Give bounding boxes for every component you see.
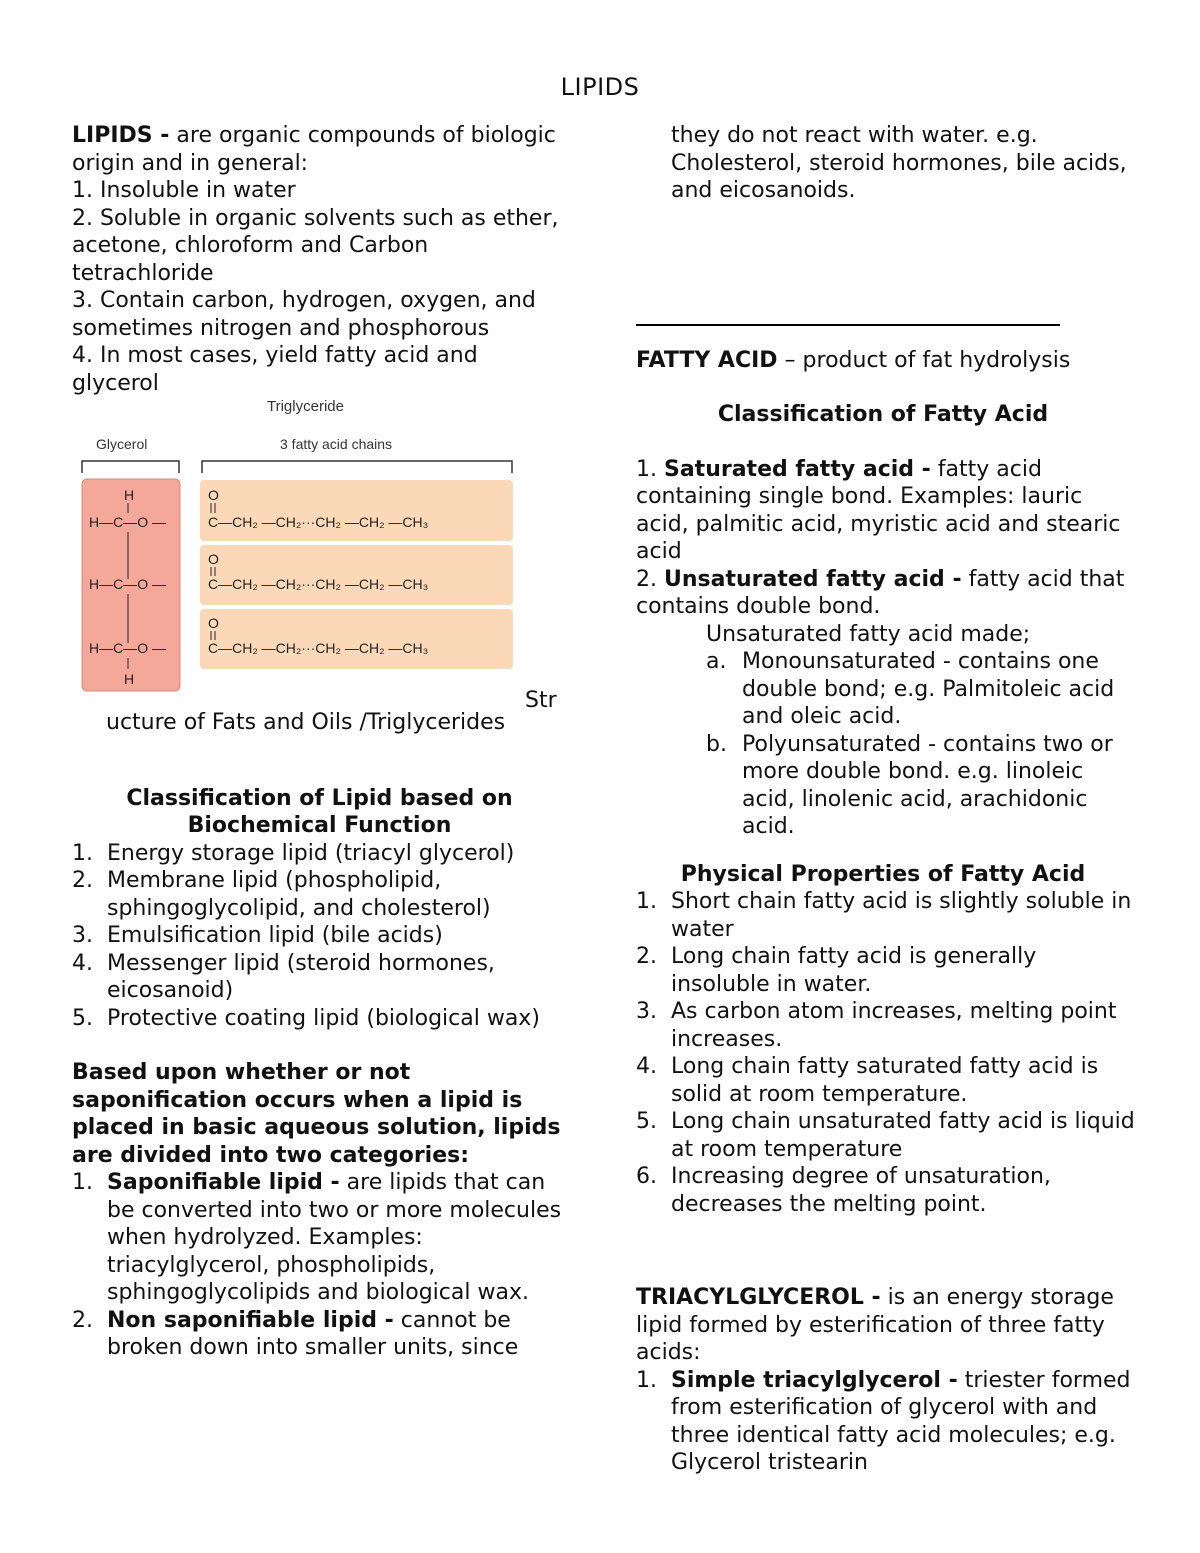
unsaturated-item: 2. Unsaturated fatty acid - fatty acid that contains double bond. [636,566,1125,619]
chain-formula-2: C—CH₂ —CH₂···CH₂ —CH₂ —CH₃ [208,576,429,592]
physical-heading: Physical Properties of Fatty Acid [680,861,1086,887]
lipids-term: LIPIDS - [72,123,170,148]
left-column [72,122,567,1362]
list-item: 2. Long chain fatty acid is generally insoluble in water. [636,944,1037,997]
hco-1: H—C—O — [89,514,166,530]
lipids-definition: LIPIDS - are organic compounds of biologic origin and in general: [72,123,556,176]
lipid-property: 4. In most cases, yield fatty acid and glycerol [72,343,478,396]
lipid-property: 3. Contain carbon, hydrogen, oxygen, and sometimes nitrogen and phosphorous [72,288,536,341]
list-item: 1. Short chain fatty acid is slightly soluble in water [636,889,1132,942]
list-item: 5. Long chain unsaturated fatty acid is liquid at room temperature [636,1109,1135,1162]
fatty-acid-definition: FATTY ACID – product of fat hydrolysis [636,347,1071,373]
page-title: LIPIDS [560,73,640,101]
figure-caption-start: Str [525,688,557,713]
lipid-property: 1. Insoluble in water [72,178,296,203]
atom-h-top: H [124,487,135,503]
atom-o-1: O [208,487,219,503]
figure-caption: ucture of Fats and Oils /Triglycerides [106,710,506,735]
list-item: 2. Non saponifiable lipid - cannot be broken down into smaller units, since [72,1307,519,1360]
continued-text: they do not react with water. e.g. Cholesterol, steroid hormones, bile acids, and eicosanoids. [671,123,1127,203]
chains-bracket [202,461,512,473]
list-item: 4. Long chain fatty saturated fatty acid is solid at room temperature. [636,1054,1099,1107]
atom-o-3: O [208,615,219,631]
triacylglycerol-list [636,1367,1136,1477]
classification-heading: Classification of Fatty Acid [717,402,1049,427]
fatty-acid-chain-1 [200,480,513,541]
figure-title: Triglyceride [267,399,344,415]
saponification-heading: Based upon whether or not saponification occurs when a lipid is placed in basic aqueous solution, lipids are divided into two categories: [72,1060,561,1168]
chain-formula-1: C—CH₂ —CH₂···CH₂ —CH₂ —CH₃ [208,514,429,530]
glycerol-bracket [82,461,179,473]
list-item: 1. Simple triacylglycerol - triester formed from esterification of glycerol with and three identical fatty acid molecules; e.g. Glycerol tristearin [636,1367,1131,1475]
hco-2: H—C—O — [89,576,166,592]
list-item: 4. Messenger lipid (steroid hormones, eicosanoid) [72,950,495,1003]
list-item: 1. Energy storage lipid (triacyl glycerol) [72,840,515,866]
chain-formula-3: C—CH₂ —CH₂···CH₂ —CH₂ —CH₃ [208,640,429,656]
list-item: 3. As carbon atom increases, melting point increases. [636,999,1117,1052]
chains-label: 3 fatty acid chains [280,436,393,452]
atom-h-bottom: H [124,671,135,687]
saturated-item: 1. Saturated fatty acid - fatty acid containing single bond. Examples: lauric acid, palmitic acid, myristic acid and stearic acid [636,456,1121,564]
biochem-list [72,840,567,1033]
list-item: a. Monounsaturated - contains one double bond; e.g. Palmitoleic acid and oleic acid. [706,649,1115,729]
triglyceride-structure-diagram [72,399,572,699]
fatty-acid-chain-3 [200,609,513,669]
biochem-heading: Classification of Lipid based on Biochemical Function [126,785,513,838]
list-item: 3. Emulsification lipid (bile acids) [72,923,443,948]
saponification-list [72,1169,567,1362]
list-item: 5. Protective coating lipid (biological wax) [72,1005,540,1031]
unsaturated-made: Unsaturated fatty acid made; [706,621,1031,647]
list-item: 2. Membrane lipid (phospholipid, sphingoglycolipid, and cholesterol) [72,868,491,921]
unsaturated-sublist [636,648,1136,841]
atom-o-2: O [208,551,219,567]
triacylglycerol-definition: TRIACYLGLYCEROL - is an energy storage lipid formed by esterification of three fatty acids: [636,1285,1114,1365]
triglyceride-figure [72,399,572,713]
list-item: 6. Increasing degree of unsaturation, decreases the melting point. [636,1164,1051,1217]
hco-3: H—C—O — [89,640,166,656]
list-item: 1. Saponifiable lipid - are lipids that can be converted into two or more molecules when hydrolyzed. Examples: triacylglycerol, phospholipids, sphingoglycolipids and biological wax. [72,1170,562,1305]
lipid-property: 2. Soluble in organic solvents such as ether, acetone, chloroform and Carbon tetrachloride [72,205,559,286]
glycerol-label: Glycerol [96,436,148,452]
physical-list [636,888,1136,1218]
fatty-acid-chain-2 [200,545,513,605]
list-item: b. Polyunsaturated - contains two or more double bond. e.g. linoleic acid, linolenic acid, arachidonic acid. [706,731,1113,839]
right-column [636,122,1136,1477]
